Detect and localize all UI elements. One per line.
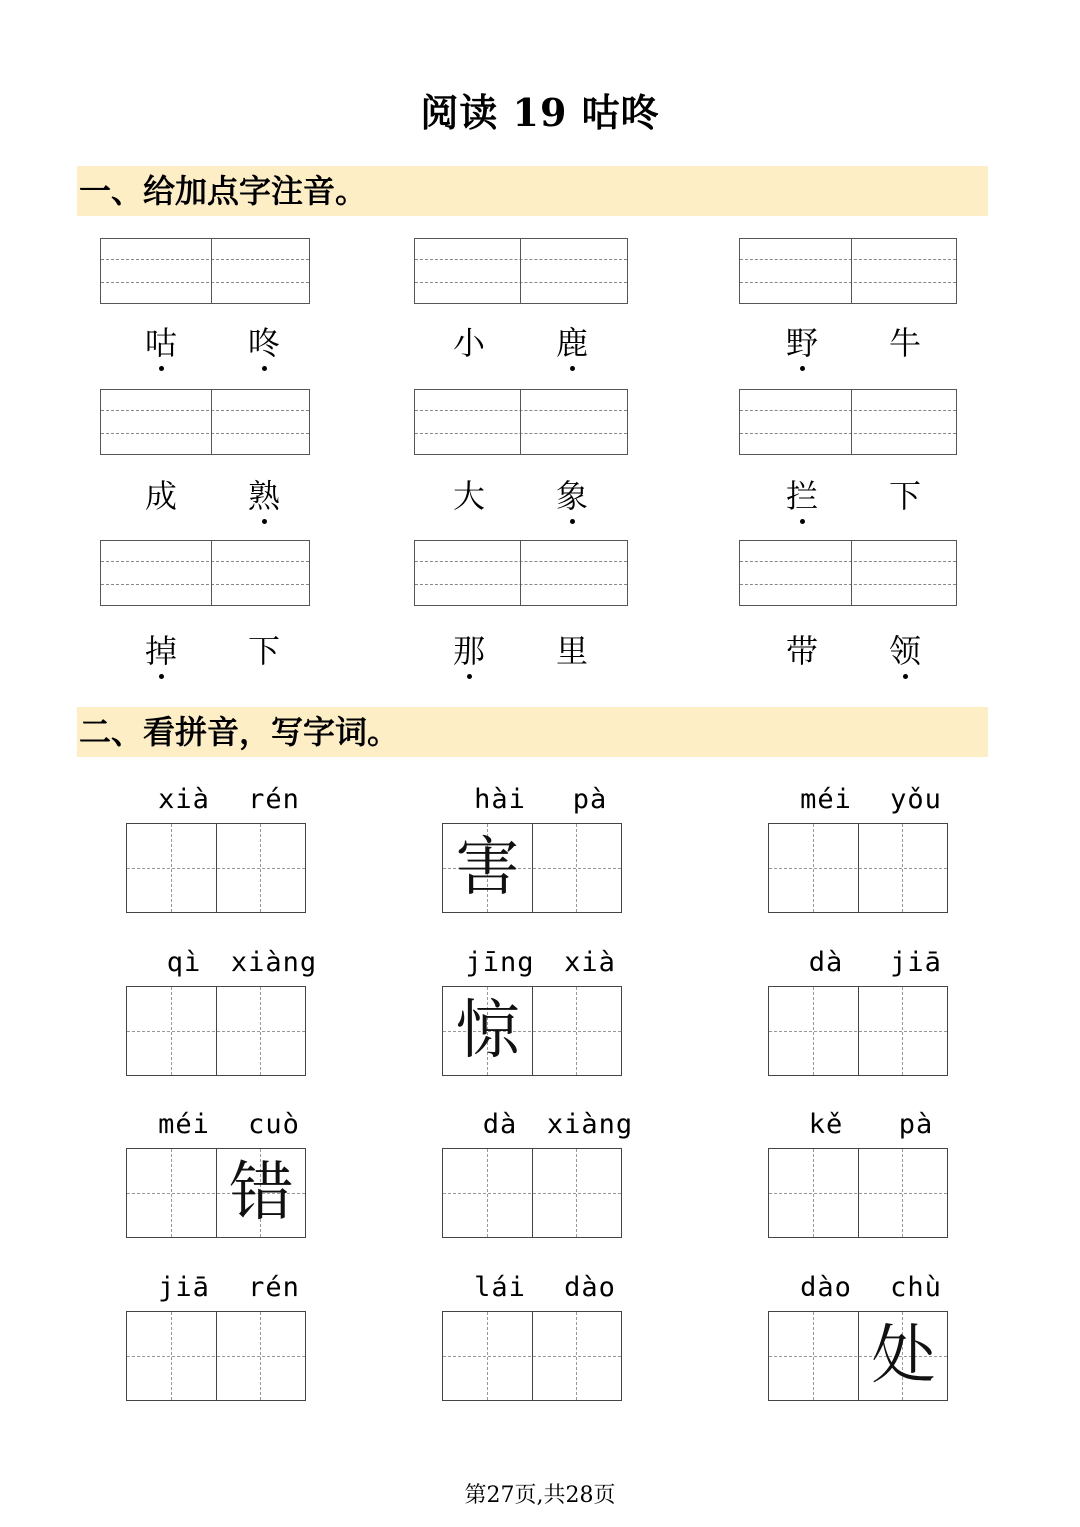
character: 下 — [248, 632, 281, 670]
written-character — [127, 1149, 216, 1237]
dotted-character: 领 — [889, 632, 922, 670]
pinyin-label: jīng — [465, 947, 535, 978]
pinyin-answer-box[interactable] — [739, 238, 957, 304]
pinyin-label: pà — [898, 1109, 934, 1140]
pinyin-label: dà — [808, 947, 844, 978]
page-title: 阅读 19 咕咚 — [420, 90, 660, 135]
dotted-character: 咚 — [248, 324, 281, 362]
pinyin-answer-box[interactable] — [739, 389, 957, 455]
writing-grid[interactable] — [768, 986, 948, 1076]
written-character — [217, 987, 306, 1075]
page-footer: 第27页,共28页 — [464, 1483, 616, 1508]
writing-grid[interactable] — [126, 1148, 306, 1238]
dotted-character: 鹿 — [556, 324, 589, 362]
written-character — [443, 1312, 532, 1400]
written-character — [217, 1312, 306, 1400]
pinyin-label: jiā — [890, 947, 942, 978]
pinyin-answer-box[interactable] — [100, 389, 310, 455]
written-character — [533, 987, 622, 1075]
character: 里 — [556, 632, 589, 670]
pinyin-label: jiā — [158, 1272, 210, 1303]
character: 带 — [786, 632, 819, 670]
written-character — [533, 1149, 622, 1237]
pinyin-label: méi — [800, 784, 852, 815]
writing-grid[interactable] — [768, 823, 948, 913]
pinyin-answer-box[interactable] — [414, 238, 628, 304]
character: 下 — [889, 477, 922, 515]
pinyin-label: chù — [890, 1272, 942, 1303]
written-character — [127, 1312, 216, 1400]
character: 成 — [145, 477, 178, 515]
written-character: 惊 — [455, 994, 520, 1068]
pinyin-label: xiàng — [546, 1109, 634, 1140]
written-character — [769, 1149, 858, 1237]
pinyin-answer-box[interactable] — [100, 540, 310, 606]
written-character — [127, 987, 216, 1075]
writing-grid[interactable] — [768, 1148, 948, 1238]
writing-grid[interactable] — [126, 986, 306, 1076]
dotted-character: 那 — [453, 632, 486, 670]
writing-grid[interactable] — [442, 1148, 622, 1238]
writing-grid[interactable] — [442, 823, 622, 913]
writing-grid[interactable] — [768, 1311, 948, 1401]
pinyin-label: dà — [482, 1109, 518, 1140]
dotted-character: 熟 — [248, 477, 281, 515]
written-character — [769, 824, 858, 912]
pinyin-answer-box[interactable] — [414, 540, 628, 606]
written-character — [859, 987, 948, 1075]
dotted-character: 象 — [556, 477, 589, 515]
pinyin-label: xiàng — [230, 947, 318, 978]
written-character — [127, 824, 216, 912]
pinyin-answer-box[interactable] — [739, 540, 957, 606]
written-character — [533, 824, 622, 912]
written-character: 处 — [871, 1319, 936, 1393]
pinyin-answer-box[interactable] — [100, 238, 310, 304]
pinyin-label: hài — [474, 784, 526, 815]
pinyin-label: méi — [158, 1109, 210, 1140]
pinyin-label: kě — [808, 1109, 844, 1140]
section-1-heading: 一、给加点字注音。 — [77, 166, 988, 216]
pinyin-label: xià — [158, 784, 210, 815]
section-2-heading: 二、看拼音，写字词。 — [77, 707, 988, 757]
writing-grid[interactable] — [126, 823, 306, 913]
pinyin-label: dào — [564, 1272, 616, 1303]
character: 大 — [453, 477, 486, 515]
writing-grid[interactable] — [442, 1311, 622, 1401]
pinyin-label: yǒu — [890, 784, 942, 815]
written-character: 害 — [455, 831, 520, 905]
dotted-character: 拦 — [786, 477, 819, 515]
writing-grid[interactable] — [442, 986, 622, 1076]
writing-grid[interactable] — [126, 1311, 306, 1401]
pinyin-label: dào — [800, 1272, 852, 1303]
character: 小 — [453, 324, 486, 362]
pinyin-label: rén — [248, 1272, 300, 1303]
written-character — [769, 987, 858, 1075]
written-character — [533, 1312, 622, 1400]
dotted-character: 咕 — [145, 324, 178, 362]
dotted-character: 掉 — [145, 632, 178, 670]
pinyin-label: xià — [564, 947, 616, 978]
written-character — [769, 1312, 858, 1400]
pinyin-label: cuò — [248, 1109, 300, 1140]
written-character — [859, 824, 948, 912]
written-character — [443, 1149, 532, 1237]
pinyin-label: pà — [572, 784, 608, 815]
pinyin-label: lái — [474, 1272, 526, 1303]
written-character — [859, 1149, 948, 1237]
pinyin-label: qì — [166, 947, 202, 978]
dotted-character: 野 — [786, 324, 819, 362]
pinyin-answer-box[interactable] — [414, 389, 628, 455]
pinyin-label: rén — [248, 784, 300, 815]
character: 牛 — [889, 324, 922, 362]
written-character — [217, 824, 306, 912]
written-character: 错 — [229, 1156, 294, 1230]
